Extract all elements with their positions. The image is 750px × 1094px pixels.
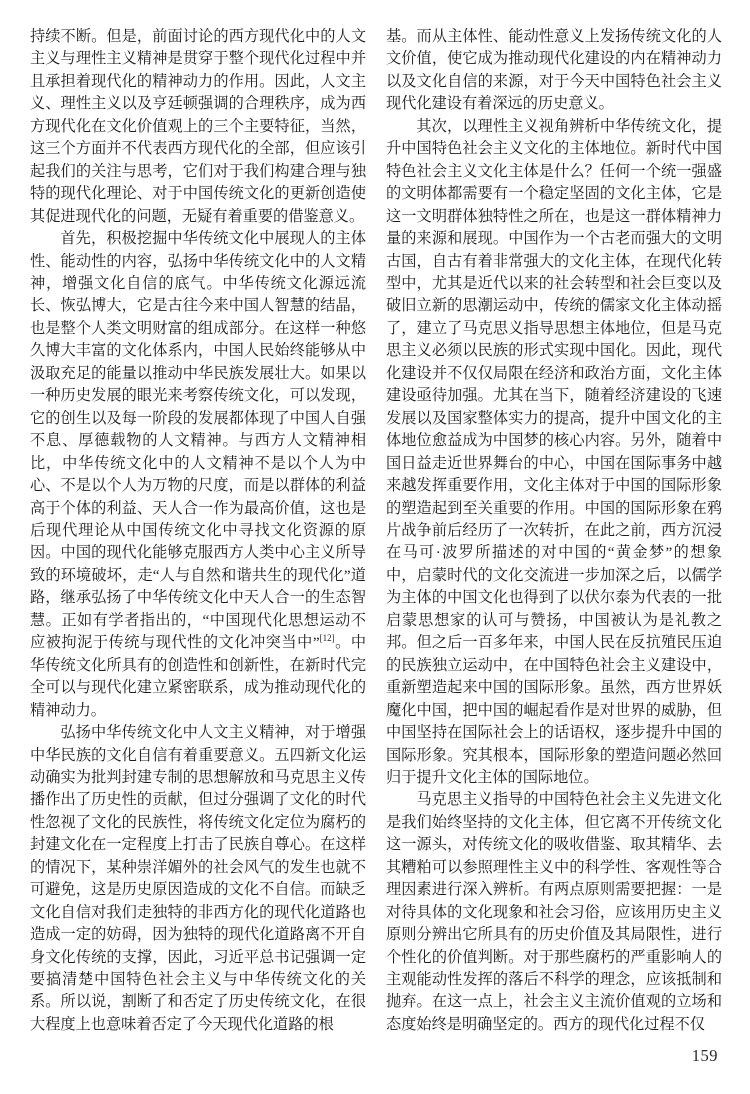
page-number: 159 bbox=[691, 1046, 718, 1065]
paragraph: 弘扬中华传统文化中人文主义精神，对于增强中华民族的文化自信有着重要意义。五四新文化运动确实为批判封建专制的思想解放和马克思主义传播作出了历史性的贡献，但过分强调了文化的时代性忽视了文化的民族性，将传统文化定位为腐朽的封建文化在一定程度上打击了民族自尊心。在这样的情况下，某种崇洋媚外的社会风气的发生也就不可避免，这是历史原因造成的文化不自信。而缺乏文化自信对我们走独特的非西方化的现代化道路也造成一定的妨碍，因为独特的现代化道路离不开自身文化传统的支撑，因此，习近平总书记强调一定要搞清楚中国特色社会主义与中华传统文化的关系。所以说，割断了和否定了历史传统文化，在很大程度上也意味着否定了今天现代化道路的根 bbox=[30, 724, 366, 1033]
paragraph: 首先，积极挖掘中华传统文化中展现人的主体性、能动性的内容，弘扬中华传统文化中的人文精神，增强文化自信的底气。中华传统文化源远流长、恢弘博大，它是古往今来中国人智慧的结晶，也是整个人类文明财富的组成部分。在这样一种悠久博大丰富的文化体系内，中国人民始终能够从中汲取充足的能量以推动中华民族发展壮大。如果以一种历史发展的眼光来考察传统文化，可以发现，它的创生以及每一阶段的发展都体现了中国人自强不息、厚德载物的人文精神。与西方人文精神相比，中华传统文化中的人文精神不是以个人为中心、不是以个人为万物的尺度，而是以群体的利益高于个体的利益、天人合一作为最高价值，这也是后现代理论从中国传统文化中寻找文化资源的原因。中国的现代化能够克服西方人类中心主义所导致的环境破坏，走“人与自然和谐共生的现代化”道路，继承弘扬了中华传统文化中天人合一的生态智慧。正如有学者指出的，“中国现代化思想运动不应被拘泥于传统与现代性的文化冲突当中”[12]。中华传统文化所具有的创造性和创新性，在新时代完全可以与现代化建立紧密联系，成为推动现代化的精神动力。 bbox=[30, 230, 367, 719]
paragraph: 马克思主义指导的中国特色社会主义先进文化是我们始终坚持的文化主体，但它离不开传统文化这一源头，对传统文化的吸收借鉴、取其精华、去其糟粕可以参照理性主义中的科学性、客观性等合理因素进行深入辨析。有两点原则需要把握：一是对待具体的文化现象和社会习俗，应该用历史主义原则分辨出它所具有的历史价值及其局限性，进行个性化的价值判断。对于那些腐朽的严重影响人的主观能动性发挥的落后不科学的理念，应该抵制和抛弃。在这一点上，社会主义主流价值观的立场和态度始终是明确坚定的。西方的现代化过程不仅 bbox=[386, 791, 722, 1033]
left-text-column bbox=[30, 26, 366, 1036]
paragraph: 基。而从主体性、能动性意义上发扬传统文化的人文价值，使它成为推动现代化建设的内在精神动力以及文化自信的来源，对于今天中国特色社会主义现代化建设有着深远的历史意义。 bbox=[386, 28, 722, 113]
paragraph: 其次，以理性主义视角辨析中华传统文化，提升中国特色社会主义文化的主体地位。新时代中国特色社会主义文化主体是什么？任何一个统一强盛的文明体都需要有一个稳定坚固的文化主体，它是这一文明群体独特性之所在，也是这一群体精神力量的来源和展现。中国作为一个古老而强大的文明古国，自古有着非常强大的文化主体，在现代化转型中，尤其是近代以来的社会转型和社会巨变以及破旧立新的思潮运动中，传统的儒家文化主体动摇了，建立了马克思义指导思想主体地位，但是马克思主义必须以民族的形式实现中国化。因此，现代化建设并不仅仅局限在经济和政治方面，文化主体建设亟待加强。尤其在当下，随着经济建设的飞速发展以及国家整体实力的提高，提升中国文化的主体地位愈益成为中国梦的核心内容。另外，随着中国日益走近世界舞台的中心，中国在国际事务中越来越发挥重要作用，文化主体对于中国的国际形象的塑造起到至关重要的作用。中国的国际形象在鸦片战争前后经历了一次转折，在此之前，西方沉浸在马可·波罗所描述的对中国的“黄金梦”的想象中，启蒙时代的文化交流进一步加深之后，以儒学为主体的中国文化也得到了以伏尔泰为代表的一批启蒙思想家的认可与赞扬，中国被认为是礼教之邦。但之后一百多年来，中国人民在反抗殖民压迫的民族独立运动中，在中国特色社会主义建设中，重新塑造起来中国的国际形象。虽然，西方世界妖魔化中国，把中国的崛起看作是对世界的威胁，但中国坚持在国际社会上的话语权，逐步提升中国的国际形象。究其根本，国际形象的塑造问题必然回归于提升文化主体的国际地位。 bbox=[386, 117, 722, 786]
right-text-column bbox=[386, 26, 722, 1036]
footnote-marker: [12] bbox=[319, 633, 335, 644]
paragraph: 持续不断。但是，前面讨论的西方现代化中的人文主义与理性主义精神是贯穿于整个现代化过程中并且承担着现代化的精神动力的作用。因此，人文主义、理性主义以及亨廷顿强调的合理秩序，成为西方现代化在文化价值观上的三个主要特征，当然，这三个方面并不代表西方现代化的全部，但应该引起我们的关注与思考，它们对于我们构建合理与独特的现代化理论、对于中国传统文化的更新创造使其促进现代化的问题，无疑有着重要的借鉴意义。 bbox=[30, 28, 366, 225]
page-body bbox=[30, 26, 722, 1036]
